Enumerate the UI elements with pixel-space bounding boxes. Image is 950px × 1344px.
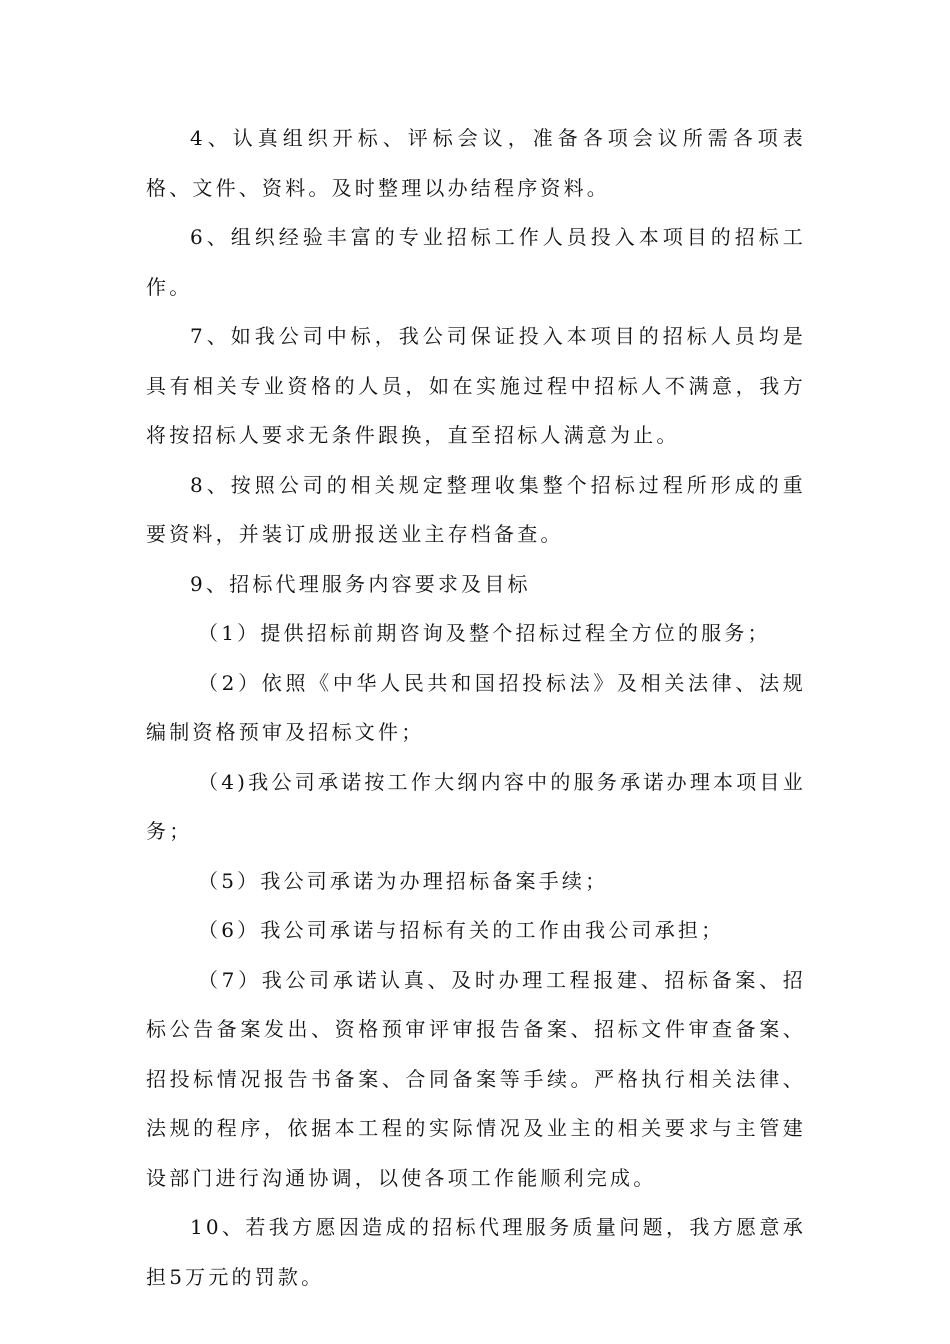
- sub-item-5: （5）我公司承诺为办理招标备案手续；: [198, 868, 609, 893]
- document-body: [146, 114, 806, 1302]
- sub-item-1: （1）提供招标前期咨询及整个招标过程全方位的服务；: [198, 621, 771, 645]
- sub-item-6: （6）我公司承诺与招标有关的工作由我公司承担；: [198, 918, 725, 942]
- sub-item-4: （4)我公司承诺按工作大纲内容中的服务承诺办理本项目业务；: [146, 769, 806, 843]
- sub-item-7: （7）我公司承诺认真、及时办理工程报建、招标备案、招标公告备案发出、资格预审评审报告备案、招标文件审查备案、招投标情况报告书备案、合同备案等手续。严格执行相关法律、法规的程序，依据本工程的实际情况及业主的相关要求与主管建设部门进行沟通协调，以使各项工作能顺利完成。: [146, 967, 806, 1190]
- paragraph-item-8: 8、按照公司的相关规定整理收集整个招标过程所形成的重要资料，并装订成册报送业主存档备查。: [146, 472, 806, 546]
- paragraph-item-10: 10、若我方愿因造成的招标代理服务质量问题，我方愿意承担5万元的罚款。: [146, 1215, 806, 1289]
- paragraph-item-4: 4、认真组织开标、评标会议，准备各项会议所需各项表格、文件、资料。及时整理以办结程序资料。: [146, 126, 806, 200]
- paragraph-item-9: 9、招标代理服务内容要求及目标: [190, 571, 531, 596]
- paragraph-item-7: 7、如我公司中标，我公司保证投入本项目的招标人员均是具有相关专业资格的人员，如在实施过程中招标人不满意，我方将按招标人要求无条件跟换，直至招标人满意为止。: [146, 324, 806, 447]
- sub-item-2: （2）依照《中华人民共和国招投标法》及相关法律、法规编制资格预审及招标文件；: [146, 670, 806, 744]
- paragraph-item-6: 6、组织经验丰富的专业招标工作人员投入本项目的招标工作。: [146, 225, 806, 299]
